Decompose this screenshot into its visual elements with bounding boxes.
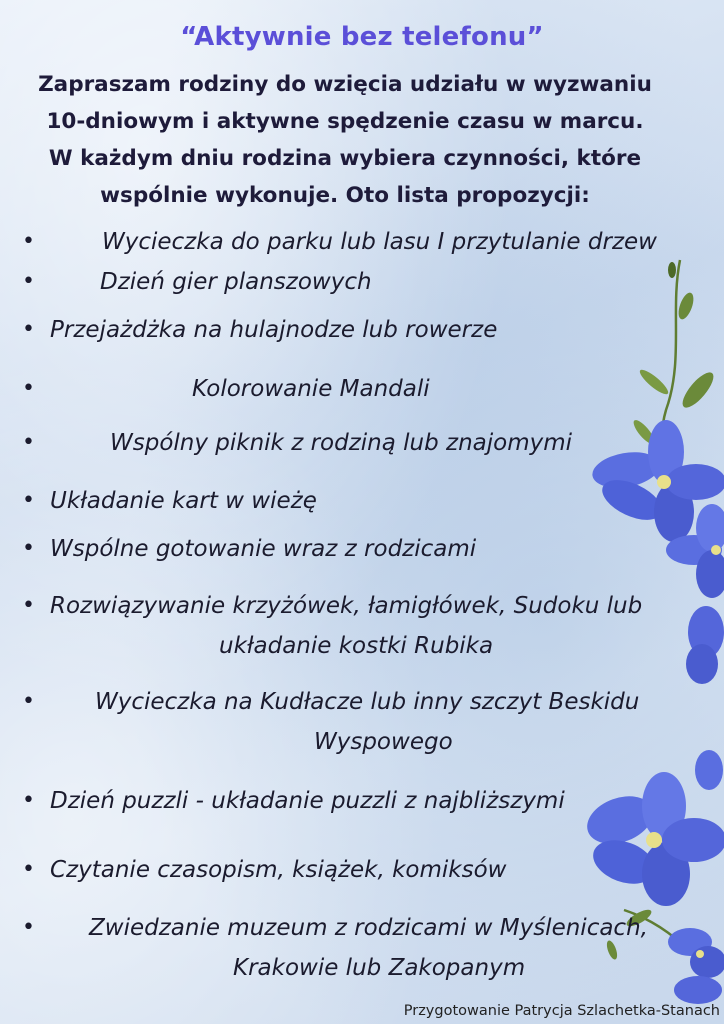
list-item-text: Kolorowanie Mandali bbox=[192, 376, 430, 402]
list-item-text: Układanie kart w wieżę bbox=[50, 488, 317, 514]
list-item-text: Wycieczka do parku lub lasu I przytulanie drzew bbox=[102, 229, 657, 255]
list-item-text: Wyspowego bbox=[314, 729, 453, 755]
list-item-text: Wspólny piknik z rodziną lub znajomymi bbox=[110, 430, 573, 456]
list-item-text: Zwiedzanie muzeum z rodzicami w Myślenicach, bbox=[89, 915, 648, 941]
list-item-text: Wspólne gotowanie wraz z rodzicami bbox=[50, 536, 477, 562]
bullet: • bbox=[22, 593, 35, 618]
list-item-text: Rozwiązywanie krzyżówek, łamigłówek, Sudoku lub bbox=[50, 593, 643, 619]
page-title: “Aktywnie bez telefonu” bbox=[180, 22, 544, 52]
footer-credit: Przygotowanie Patrycja Szlachetka-Stanach bbox=[403, 1003, 720, 1019]
list-item-text: Wycieczka na Kudłacze lub inny szczyt Beskidu bbox=[95, 689, 640, 715]
intro-line: wspólnie wykonuje. Oto lista propozycji: bbox=[100, 183, 590, 208]
bullet: • bbox=[22, 915, 35, 940]
bullet: • bbox=[22, 857, 35, 882]
list-item-text: Dzień puzzli - układanie puzzli z najbliższymi bbox=[50, 788, 565, 814]
bullet: • bbox=[22, 689, 35, 714]
list-item-text: Czytanie czasopism, książek, komiksów bbox=[50, 857, 507, 883]
intro-line: W każdym dniu rodzina wybiera czynności, które bbox=[48, 146, 642, 171]
bullet: • bbox=[22, 536, 35, 561]
intro-line: Zapraszam rodziny do wzięcia udziału w wyzwaniu bbox=[38, 72, 652, 97]
list-item-text: układanie kostki Rubika bbox=[219, 633, 494, 659]
bullet: • bbox=[22, 269, 35, 294]
bullet: • bbox=[22, 317, 35, 342]
bullet: • bbox=[22, 376, 35, 401]
list-item-text: Dzień gier planszowych bbox=[100, 269, 372, 295]
bullet: • bbox=[22, 488, 35, 513]
intro-line: 10-dniowym i aktywne spędzenie czasu w marcu. bbox=[46, 109, 644, 134]
list-item-text: Krakowie lub Zakopanym bbox=[233, 955, 526, 981]
intro-text bbox=[0, 66, 690, 214]
bullet: • bbox=[22, 229, 35, 254]
bullet: • bbox=[22, 430, 35, 455]
list-item-text: Przejażdżka na hulajnodze lub rowerze bbox=[50, 317, 498, 343]
bullet: • bbox=[22, 788, 35, 813]
